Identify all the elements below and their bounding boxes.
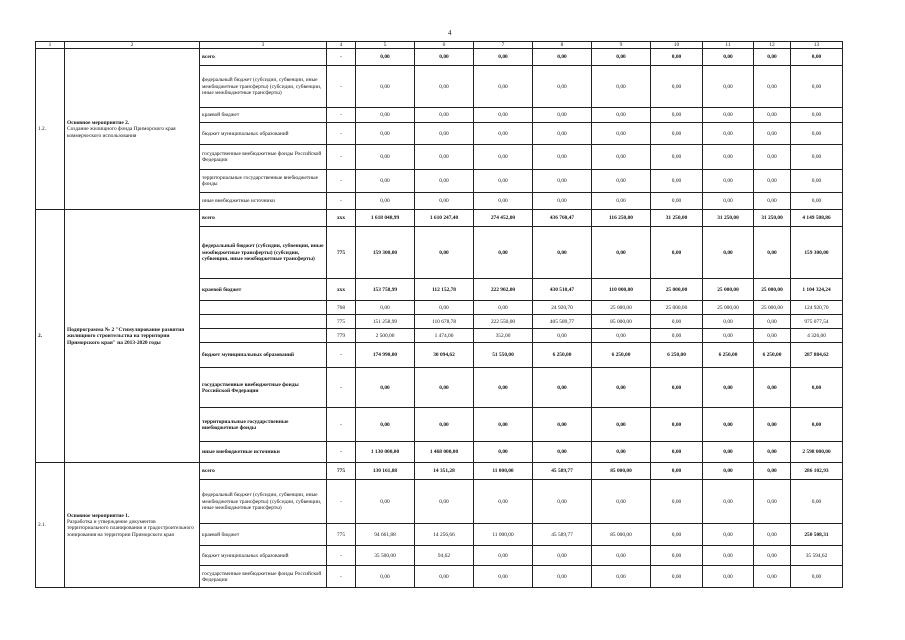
- amount-value: 0,00: [651, 524, 703, 546]
- amount-value: 0,00: [592, 227, 651, 279]
- funding-source: всего: [200, 210, 327, 227]
- amount-value: 0,00: [651, 408, 703, 442]
- total-value: 287 884,62: [791, 343, 843, 368]
- amount-value: 0,00: [592, 66, 651, 108]
- item-index: 1.2.: [36, 49, 65, 210]
- budget-code: -: [327, 343, 356, 368]
- item-name: [65, 210, 200, 463]
- page-number: 4: [448, 29, 452, 37]
- amount-value: 6 250,00: [592, 343, 651, 368]
- amount-value: 0,00: [651, 546, 703, 566]
- amount-value: 0,00: [651, 329, 703, 343]
- budget-code: -: [327, 546, 356, 566]
- amount-value: 0,00: [703, 315, 754, 329]
- amount-value: 0,00: [651, 145, 703, 170]
- amount-value: 0,00: [474, 566, 533, 588]
- funding-source: краевой бюджет: [200, 108, 327, 123]
- amount-value: 352,00: [474, 329, 533, 343]
- table-row: [36, 49, 843, 66]
- amount-value: 0,00: [592, 368, 651, 408]
- item-index: 2.: [36, 210, 65, 463]
- funding-source: [200, 329, 327, 343]
- column-number-1: 1: [36, 42, 65, 49]
- column-number-11: 11: [703, 42, 754, 49]
- amount-value: 0,00: [651, 66, 703, 108]
- amount-value: 0,00: [703, 566, 754, 588]
- amount-value: 274 452,00: [474, 210, 533, 227]
- amount-value: 0,00: [415, 49, 474, 66]
- amount-value: 0,00: [651, 193, 703, 210]
- amount-value: 0,00: [356, 480, 415, 524]
- total-value: 159 300,00: [791, 227, 843, 279]
- amount-value: 0,00: [533, 408, 592, 442]
- total-value: 0,00: [791, 408, 843, 442]
- item-index: 2.1.: [36, 463, 65, 588]
- total-value: 0,00: [791, 193, 843, 210]
- amount-value: 0,00: [703, 108, 754, 123]
- amount-value: 0,00: [651, 108, 703, 123]
- funding-source: всего: [200, 49, 327, 66]
- amount-value: 0,00: [651, 566, 703, 588]
- amount-value: 0,00: [754, 66, 791, 108]
- column-number-3: 3: [200, 42, 327, 49]
- amount-value: 0,00: [754, 368, 791, 408]
- amount-value: 0,00: [703, 170, 754, 193]
- budget-code: -: [327, 368, 356, 408]
- amount-value: 0,00: [415, 566, 474, 588]
- budget-code: xxx: [327, 279, 356, 301]
- total-value: 0,00: [791, 66, 843, 108]
- amount-value: 0,00: [703, 227, 754, 279]
- column-number-9: 9: [592, 42, 651, 49]
- amount-value: 25 000,00: [651, 279, 703, 301]
- amount-value: 0,00: [754, 123, 791, 145]
- amount-value: 0,00: [592, 49, 651, 66]
- amount-value: 0,00: [415, 368, 474, 408]
- amount-value: 0,00: [651, 315, 703, 329]
- amount-value: 14 256,66: [415, 524, 474, 546]
- total-value: 0,00: [791, 145, 843, 170]
- amount-value: 0,00: [533, 49, 592, 66]
- amount-value: 0,00: [474, 368, 533, 408]
- amount-value: 116 250,00: [592, 210, 651, 227]
- amount-value: 0,00: [415, 193, 474, 210]
- total-value: 0,00: [791, 566, 843, 588]
- amount-value: 31 250,00: [703, 210, 754, 227]
- column-number-6: 6: [415, 42, 474, 49]
- amount-value: 1 468 000,00: [415, 442, 474, 463]
- total-value: 0,00: [791, 480, 843, 524]
- amount-value: 0,00: [356, 145, 415, 170]
- item-name: [65, 49, 200, 210]
- item-title: Основное мероприятие 1.: [67, 512, 130, 519]
- amount-value: 25 000,00: [592, 301, 651, 315]
- funding-source: краевой бюджет: [200, 279, 327, 301]
- amount-value: 130 161,88: [356, 463, 415, 480]
- amount-value: 85 000,00: [592, 463, 651, 480]
- total-value: 975 077,54: [791, 315, 843, 329]
- amount-value: 0,00: [474, 66, 533, 108]
- amount-value: 0,00: [651, 123, 703, 145]
- funding-source: территориальные государственные внебюджетные фонды: [200, 408, 327, 442]
- funding-source: [200, 301, 327, 315]
- total-value: 0,00: [791, 108, 843, 123]
- amount-value: 0,00: [592, 108, 651, 123]
- amount-value: 1 610 247,40: [415, 210, 474, 227]
- amount-value: 0,00: [474, 49, 533, 66]
- funding-source: государственные внебюджетные фонды Российской Федерации: [200, 368, 327, 408]
- total-value: 4 326,00: [791, 329, 843, 343]
- amount-value: 0,00: [356, 108, 415, 123]
- amount-value: 11 000,00: [474, 524, 533, 546]
- amount-value: 6 250,00: [754, 343, 791, 368]
- amount-value: 0,00: [592, 123, 651, 145]
- budget-code: -: [327, 170, 356, 193]
- amount-value: 0,00: [651, 227, 703, 279]
- amount-value: 430 510,47: [533, 279, 592, 301]
- amount-value: 0,00: [533, 566, 592, 588]
- amount-value: 0,00: [415, 145, 474, 170]
- funding-source: бюджет муниципальных образований: [200, 123, 327, 145]
- amount-value: 0,00: [415, 123, 474, 145]
- total-value: 35 594,62: [791, 546, 843, 566]
- amount-value: 0,00: [754, 315, 791, 329]
- funding-source: федеральный бюджет (субсидии, субвенции, иные межбюджетные трансферты) (субсидии, субвенции, иные межбюджетные трансферты): [200, 480, 327, 524]
- amount-value: 1 130 000,00: [356, 442, 415, 463]
- amount-value: 31 250,00: [651, 210, 703, 227]
- amount-value: 0,00: [592, 170, 651, 193]
- budget-code: -: [327, 66, 356, 108]
- column-number-12: 12: [754, 42, 791, 49]
- amount-value: 0,00: [703, 123, 754, 145]
- funding-source: иные внебюджетные источники: [200, 442, 327, 463]
- column-number-7: 7: [474, 42, 533, 49]
- amount-value: 25 000,00: [651, 301, 703, 315]
- amount-value: 0,00: [356, 301, 415, 315]
- amount-value: 0,00: [415, 66, 474, 108]
- amount-value: 0,00: [533, 368, 592, 408]
- amount-value: 222 550,00: [474, 315, 533, 329]
- amount-value: 2 500,00: [356, 329, 415, 343]
- amount-value: 0,00: [592, 566, 651, 588]
- amount-value: 0,00: [651, 49, 703, 66]
- total-value: 286 102,93: [791, 463, 843, 480]
- amount-value: 0,00: [474, 170, 533, 193]
- amount-value: 0,00: [533, 227, 592, 279]
- amount-value: 0,00: [533, 170, 592, 193]
- amount-value: 0,00: [754, 329, 791, 343]
- amount-value: 0,00: [703, 546, 754, 566]
- item-description: Разработка и утверждение документов территориального планирования и градостроительного зонирования на территории Приморского края: [67, 519, 194, 538]
- amount-value: 0,00: [592, 442, 651, 463]
- amount-value: 31 250,00: [754, 210, 791, 227]
- amount-value: 24 920,70: [533, 301, 592, 315]
- amount-value: 6 250,00: [703, 343, 754, 368]
- amount-value: 0,00: [356, 170, 415, 193]
- amount-value: 159 300,00: [356, 227, 415, 279]
- amount-value: 0,00: [356, 368, 415, 408]
- amount-value: 0,00: [592, 329, 651, 343]
- item-title: Подпрограмма № 2 "Стимулирование развития жилищного строительства на территории Приморского края" на 2013-2020 годы: [67, 326, 185, 346]
- funding-source: территориальные государственные внебюджетные фонды: [200, 170, 327, 193]
- amount-value: 0,00: [474, 193, 533, 210]
- amount-value: 174 990,00: [356, 343, 415, 368]
- amount-value: 0,00: [651, 442, 703, 463]
- amount-value: 0,00: [533, 193, 592, 210]
- amount-value: 25 000,00: [754, 279, 791, 301]
- amount-value: 436 760,47: [533, 210, 592, 227]
- amount-value: 0,00: [754, 145, 791, 170]
- budget-code: xxx: [327, 210, 356, 227]
- amount-value: 0,00: [533, 480, 592, 524]
- budget-code: 775: [327, 463, 356, 480]
- amount-value: 0,00: [754, 408, 791, 442]
- amount-value: 0,00: [754, 442, 791, 463]
- funding-source: иные внебюджетные источники: [200, 193, 327, 210]
- amount-value: 0,00: [754, 546, 791, 566]
- amount-value: 14 351,28: [415, 463, 474, 480]
- amount-value: 6 250,00: [651, 343, 703, 368]
- amount-value: 0,00: [415, 480, 474, 524]
- amount-value: 45 589,77: [533, 463, 592, 480]
- amount-value: 0,00: [703, 49, 754, 66]
- amount-value: 0,00: [415, 408, 474, 442]
- amount-value: 0,00: [474, 480, 533, 524]
- amount-value: 405 589,77: [533, 315, 592, 329]
- amount-value: 112 152,78: [415, 279, 474, 301]
- column-number-4: 4: [327, 42, 356, 49]
- amount-value: 0,00: [533, 546, 592, 566]
- amount-value: 0,00: [356, 123, 415, 145]
- amount-value: 0,00: [592, 480, 651, 524]
- funding-source: бюджет муниципальных образований: [200, 546, 327, 566]
- amount-value: 151 258,99: [356, 315, 415, 329]
- funding-source: государственные внебюджетные фонды Российской Федерации: [200, 566, 327, 588]
- amount-value: 110 678,78: [415, 315, 474, 329]
- amount-value: 0,00: [754, 49, 791, 66]
- budget-code: -: [327, 123, 356, 145]
- amount-value: 0,00: [754, 463, 791, 480]
- column-number-5: 5: [356, 42, 415, 49]
- budget-code: -: [327, 442, 356, 463]
- amount-value: 0,00: [533, 145, 592, 170]
- amount-value: 0,00: [754, 566, 791, 588]
- amount-value: 0,00: [703, 408, 754, 442]
- amount-value: 0,00: [703, 524, 754, 546]
- amount-value: 0,00: [415, 170, 474, 193]
- amount-value: 0,00: [651, 170, 703, 193]
- amount-value: 94 661,88: [356, 524, 415, 546]
- total-value: 1 104 324,24: [791, 279, 843, 301]
- amount-value: 0,00: [592, 408, 651, 442]
- amount-value: 25 000,00: [703, 279, 754, 301]
- amount-value: 30 094,62: [415, 343, 474, 368]
- amount-value: 0,00: [415, 227, 474, 279]
- amount-value: 0,00: [754, 227, 791, 279]
- budget-code: 775: [327, 524, 356, 546]
- amount-value: 35 500,00: [356, 546, 415, 566]
- amount-value: 0,00: [474, 108, 533, 123]
- budget-code: 775: [327, 315, 356, 329]
- amount-value: 0,00: [356, 66, 415, 108]
- amount-value: 0,00: [533, 442, 592, 463]
- budget-code: -: [327, 49, 356, 66]
- budget-code: -: [327, 193, 356, 210]
- budget-code: -: [327, 145, 356, 170]
- total-value: 2 598 000,00: [791, 442, 843, 463]
- amount-value: 6 250,00: [533, 343, 592, 368]
- column-number-row: [36, 42, 843, 49]
- amount-value: 0,00: [651, 368, 703, 408]
- amount-value: 85 000,00: [592, 524, 651, 546]
- amount-value: 0,00: [703, 442, 754, 463]
- table-row: [36, 463, 843, 480]
- column-number-13: 13: [791, 42, 843, 49]
- amount-value: 0,00: [703, 193, 754, 210]
- amount-value: 51 550,00: [474, 343, 533, 368]
- amount-value: 0,00: [356, 408, 415, 442]
- total-value: 0,00: [791, 170, 843, 193]
- amount-value: 0,00: [703, 463, 754, 480]
- budget-code: -: [327, 108, 356, 123]
- amount-value: 0,00: [356, 49, 415, 66]
- funding-source: федеральный бюджет (субсидии, субвенции, иные межбюджетные трансферты) (субсидии, субвенции, иные межбюджетные трансферты): [200, 66, 327, 108]
- amount-value: 0,00: [703, 329, 754, 343]
- total-value: 0,00: [791, 368, 843, 408]
- budget-code: -: [327, 480, 356, 524]
- amount-value: 0,00: [415, 301, 474, 315]
- budget-code: 775: [327, 227, 356, 279]
- amount-value: 0,00: [754, 193, 791, 210]
- table-row: [36, 210, 843, 227]
- amount-value: 0,00: [474, 546, 533, 566]
- funding-source: федеральный бюджет (субсидии, субвенции, иные межбюджетные трансферты) (субсидии, субвенции, иные межбюджетные трансферты): [200, 227, 327, 279]
- amount-value: 11 000,00: [474, 463, 533, 480]
- budget-code: -: [327, 566, 356, 588]
- amount-value: 0,00: [651, 463, 703, 480]
- amount-value: 45 589,77: [533, 524, 592, 546]
- funding-source: [200, 315, 327, 329]
- amount-value: 0,00: [474, 227, 533, 279]
- item-name: [65, 463, 200, 588]
- total-value: 124 920,70: [791, 301, 843, 315]
- amount-value: 0,00: [474, 408, 533, 442]
- amount-value: 1 618 048,99: [356, 210, 415, 227]
- table-body: [36, 42, 843, 588]
- amount-value: 0,00: [592, 193, 651, 210]
- amount-value: 0,00: [533, 108, 592, 123]
- amount-value: 110 000,00: [592, 279, 651, 301]
- amount-value: 0,00: [703, 368, 754, 408]
- amount-value: 0,00: [356, 193, 415, 210]
- amount-value: 0,00: [474, 442, 533, 463]
- amount-value: 0,00: [415, 108, 474, 123]
- amount-value: 0,00: [474, 123, 533, 145]
- amount-value: 0,00: [592, 145, 651, 170]
- amount-value: 0,00: [754, 524, 791, 546]
- funding-source: всего: [200, 463, 327, 480]
- amount-value: 25 000,00: [754, 301, 791, 315]
- amount-value: 1 474,00: [415, 329, 474, 343]
- amount-value: 85 000,00: [592, 315, 651, 329]
- amount-value: 0,00: [474, 145, 533, 170]
- amount-value: 0,00: [533, 123, 592, 145]
- funding-source: бюджет муниципальных образований: [200, 343, 327, 368]
- amount-value: 25 000,00: [703, 301, 754, 315]
- amount-value: 0,00: [754, 480, 791, 524]
- amount-value: 0,00: [533, 66, 592, 108]
- column-number-10: 10: [651, 42, 703, 49]
- amount-value: 0,00: [754, 170, 791, 193]
- total-value: 250 508,31: [791, 524, 843, 546]
- amount-value: 0,00: [703, 480, 754, 524]
- amount-value: 0,00: [703, 145, 754, 170]
- item-title: Основное мероприятие 2.: [67, 119, 130, 126]
- budget-code: 768: [327, 301, 356, 315]
- funding-source: краевой бюджет: [200, 524, 327, 546]
- amount-value: 94,62: [415, 546, 474, 566]
- total-value: 4 149 508,86: [791, 210, 843, 227]
- amount-value: 0,00: [651, 480, 703, 524]
- budget-code: -: [327, 408, 356, 442]
- amount-value: 0,00: [356, 566, 415, 588]
- funding-source: государственные внебюджетные фонды Российской Федерации: [200, 145, 327, 170]
- budget-code: 779: [327, 329, 356, 343]
- budget-table: [35, 41, 843, 588]
- total-value: 0,00: [791, 123, 843, 145]
- amount-value: 0,00: [533, 329, 592, 343]
- amount-value: 153 758,99: [356, 279, 415, 301]
- amount-value: 222 902,00: [474, 279, 533, 301]
- item-description: Создание жилищного фонда Приморского края коммерческого использования: [67, 126, 176, 139]
- amount-value: 0,00: [592, 546, 651, 566]
- column-number-8: 8: [533, 42, 592, 49]
- total-value: 0,00: [791, 49, 843, 66]
- amount-value: 0,00: [754, 108, 791, 123]
- amount-value: 0,00: [703, 66, 754, 108]
- amount-value: 0,00: [474, 301, 533, 315]
- column-number-2: 2: [65, 42, 200, 49]
